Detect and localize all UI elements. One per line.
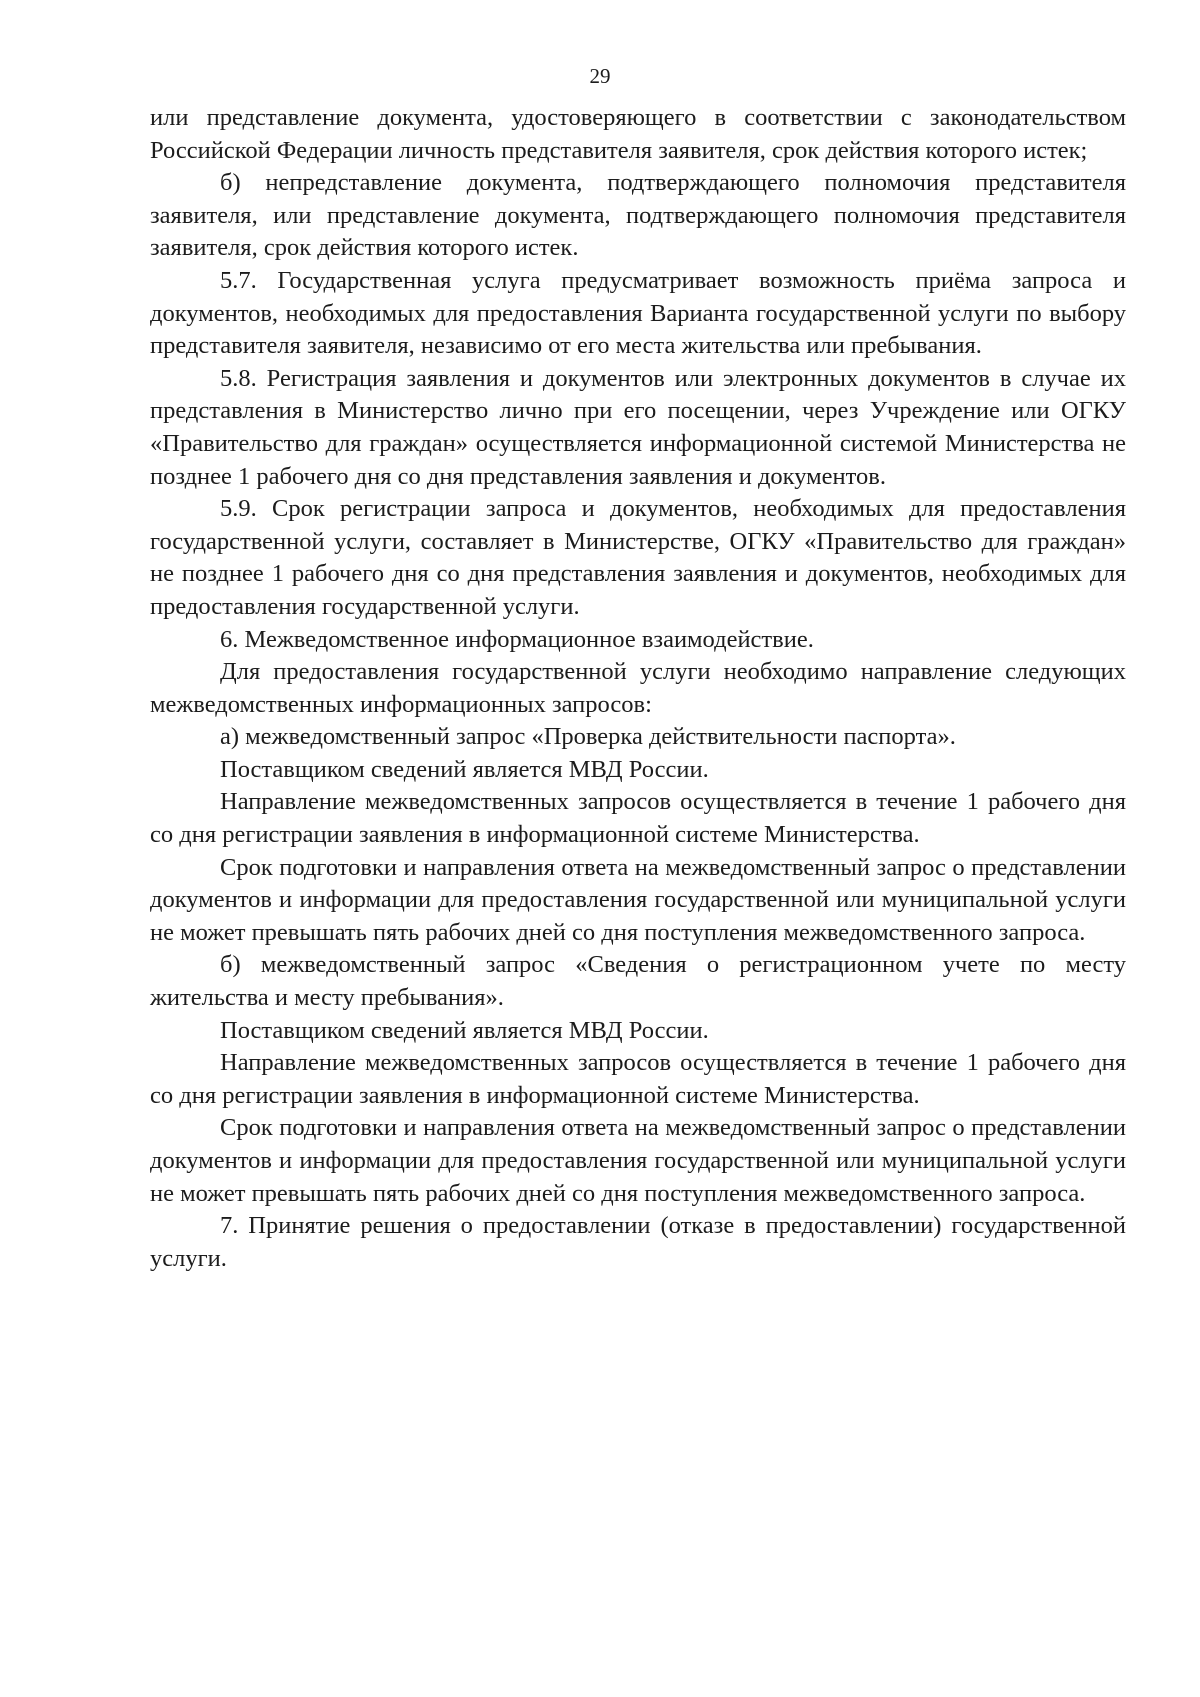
paragraph-request-b: б) межведомственный запрос «Сведения о регистрационном учете по месту жительства и месту пребывания». xyxy=(150,951,1126,1012)
paragraph-5-7-extraterritorial: 5.7. Государственная услуга предусматривает возможность приёма запроса и документов, необходимых для предоставления Варианта государственной услуги по выбору представителя заявителя, независимо от его места жительства или пребывания. xyxy=(150,266,1126,360)
section-heading-6: 6. Межведомственное информационное взаимодействие. xyxy=(220,625,814,653)
paragraph-5-8-registration: 5.8. Регистрация заявления и документов или электронных документов в случае их представления в Министерство лично при его посещении, через Учреждение или ОГКУ «Правительство для граждан» осуществляется информационной системой Министерства не позднее 1 рабочего дня со дня представления заявления и документов. xyxy=(150,364,1126,490)
paragraph-response-term-a: Срок подготовки и направления ответа на межведомственный запрос о представлении документов и информации для предоставления государственной или муниципальной услуги не может превышать пять рабочих дней со дня поступления межведомственного запроса. xyxy=(150,853,1126,946)
section-heading-7: 7. Принятие решения о предоставлении (отказе в предоставлении) государственной услуги. xyxy=(150,1212,1126,1272)
paragraph-sending-term-a: Направление межведомственных запросов осуществляется в течение 1 рабочего дня со дня регистрации заявления в информационной системе Министерства. xyxy=(150,788,1126,849)
paragraph-provider-b: Поставщиком сведений является МВД России. xyxy=(220,1016,709,1044)
paragraph-requests-intro: Для предоставления государственной услуги необходимо направление следующих межведомственных информационных запросов: xyxy=(150,658,1126,718)
paragraph-continuation-identity-document: или представление документа, удостоверяющего в соответствии с законодательством Российской Федерации личность представителя заявителя, срок действия которого истек; xyxy=(150,104,1126,164)
paragraph-request-a: а) межведомственный запрос «Проверка действительности паспорта». xyxy=(220,723,956,751)
paragraph-5-9-registration-term: 5.9. Срок регистрации запроса и документов, необходимых для предоставления государственной услуги, составляет в Министерстве, ОГКУ «Правительство для граждан» не позднее 1 рабочего дня со дня представления заявления и документов, необходимых для предоставления государственной услуги. xyxy=(150,495,1126,620)
page-number: 29 xyxy=(589,64,611,88)
paragraph-item-b-authority-document: б) непредставление документа, подтверждающего полномочия представителя заявителя, или представление документа, подтверждающего полномочия представителя заявителя, срок действия которого истек. xyxy=(150,169,1126,262)
paragraph-sending-term-b: Направление межведомственных запросов осуществляется в течение 1 рабочего дня со дня регистрации заявления в информационной системе Министерства. xyxy=(150,1049,1126,1109)
paragraph-response-term-b: Срок подготовки и направления ответа на межведомственный запрос о представлении документов и информации для предоставления государственной или муниципальной услуги не может превышать пять рабочих дней со дня поступления межведомственного запроса. xyxy=(150,1114,1126,1207)
paragraph-provider-a: Поставщиком сведений является МВД России. xyxy=(220,755,709,783)
